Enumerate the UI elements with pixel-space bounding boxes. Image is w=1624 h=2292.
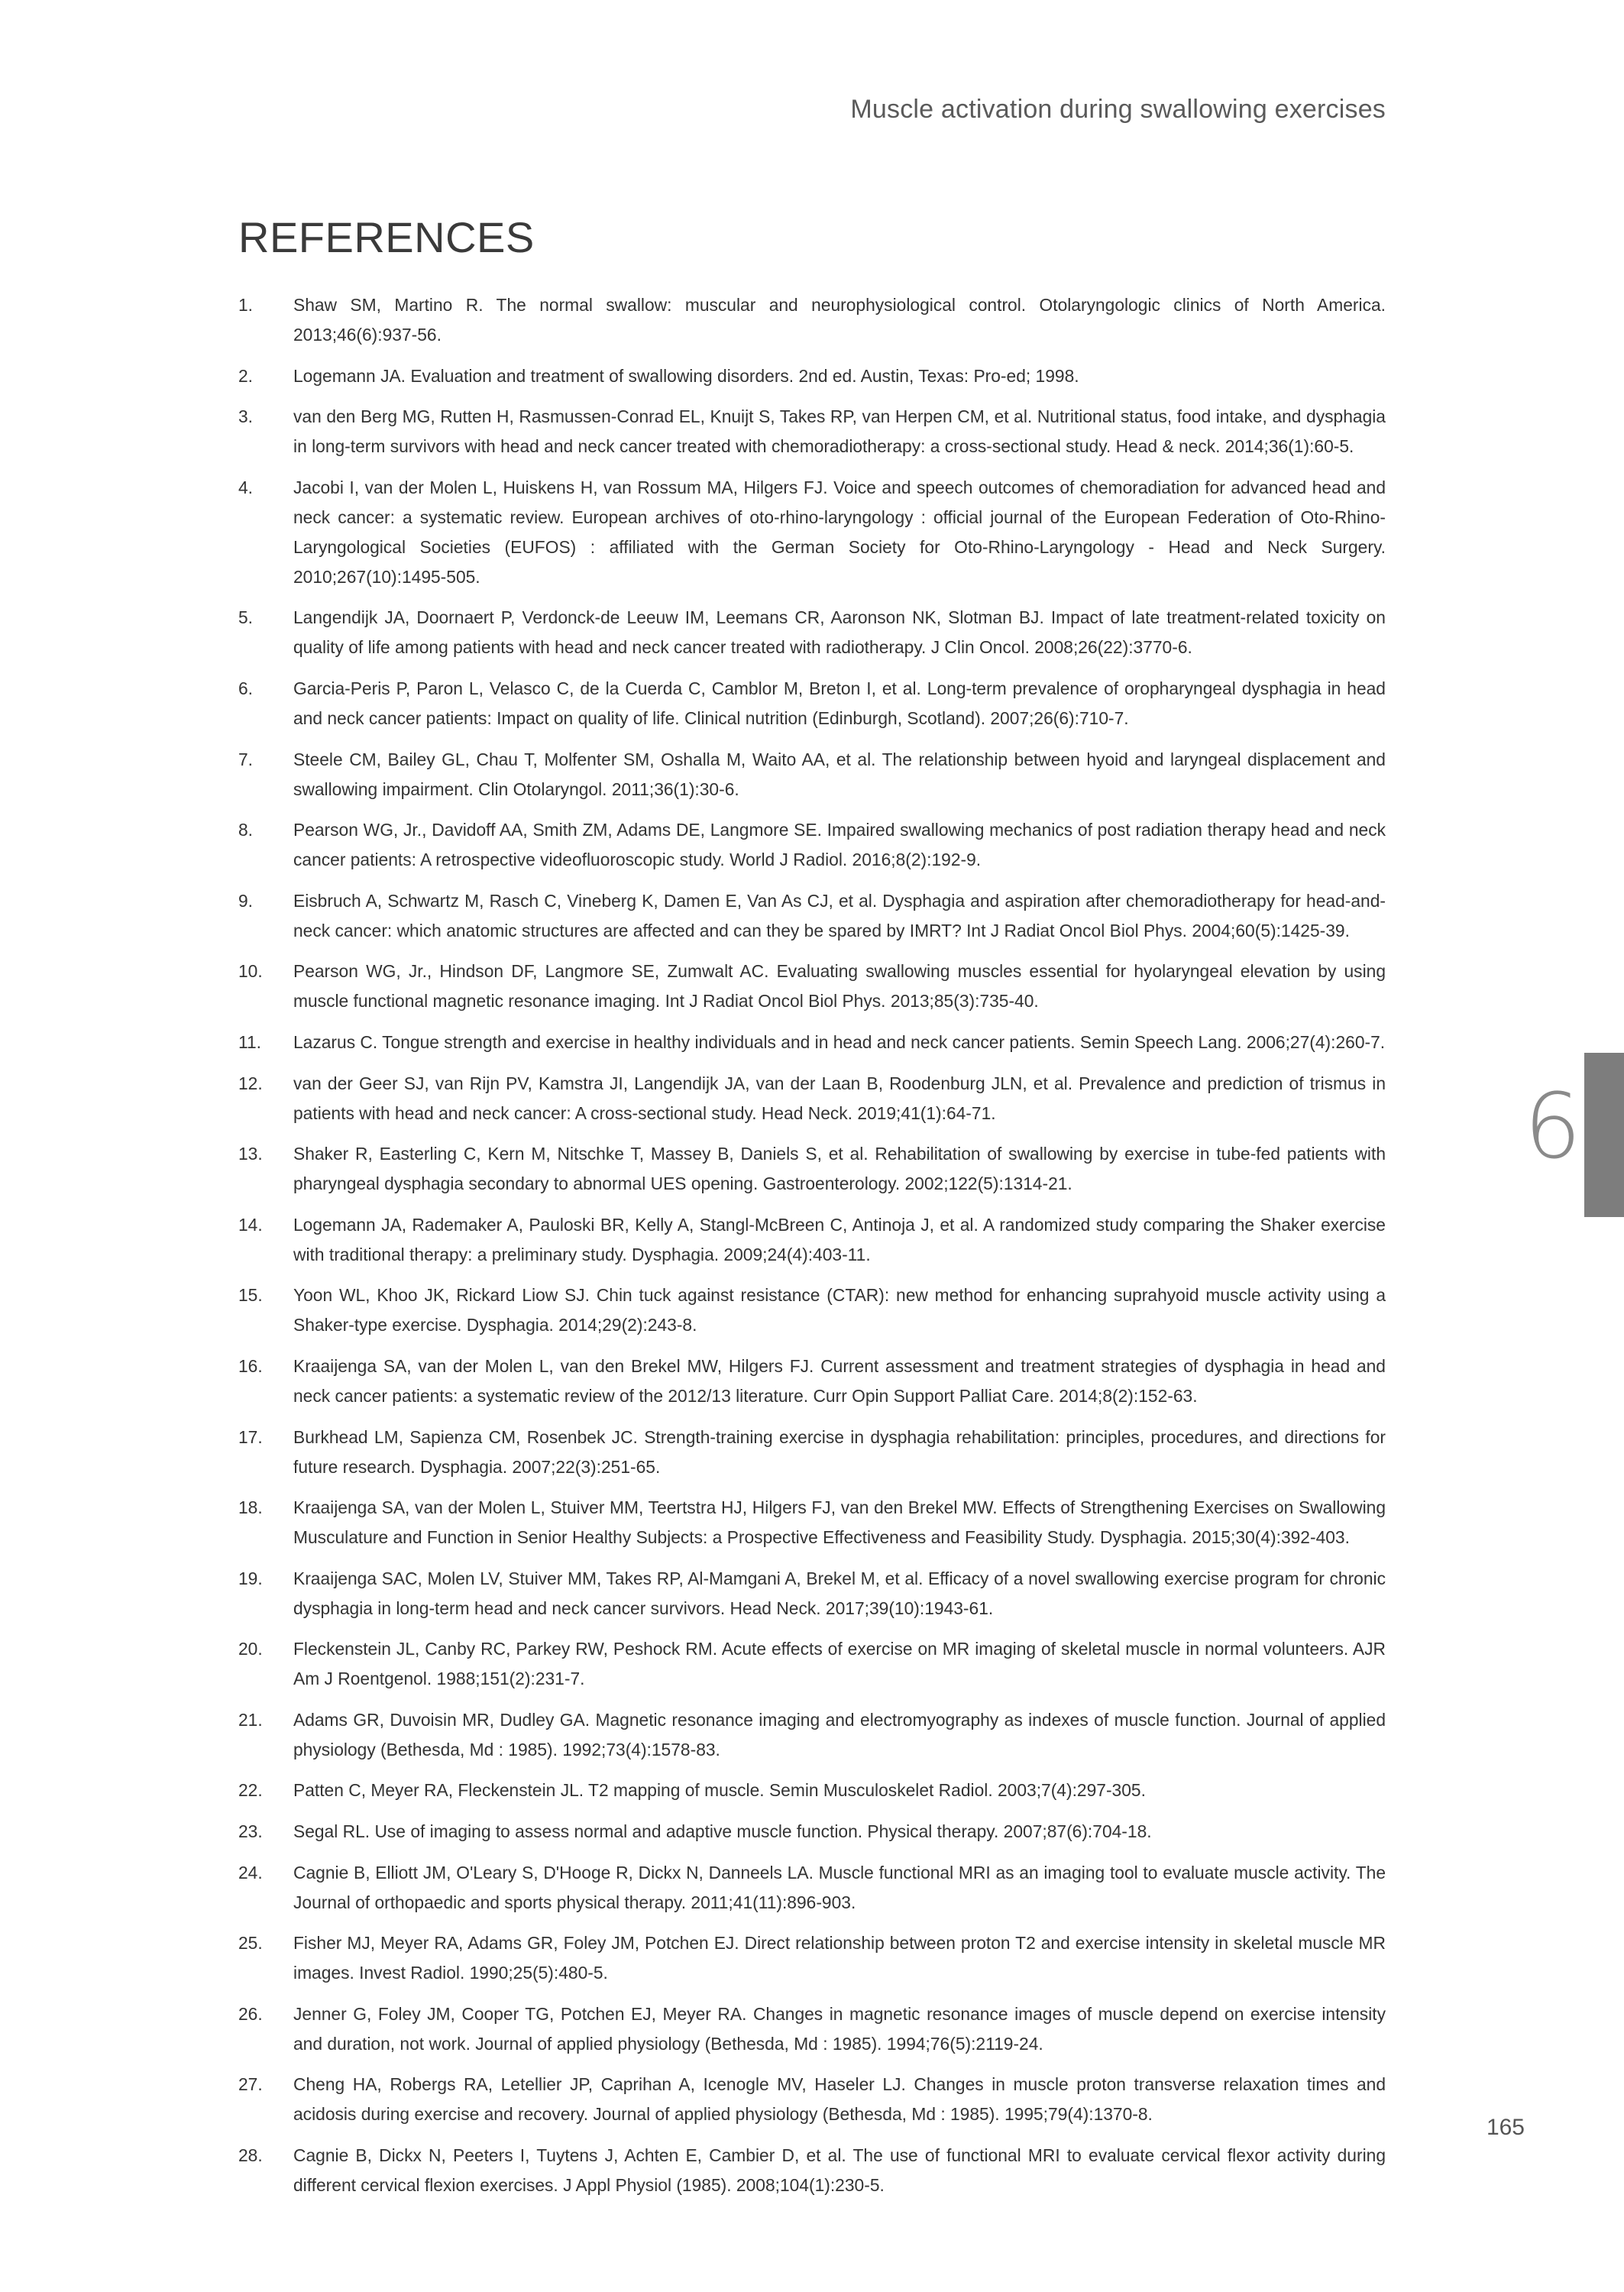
reference-item <box>238 1069 1386 1128</box>
reference-text: Cagnie B, Elliott JM, O'Leary S, D'Hooge R, Dickx N, Danneels LA. Muscle functional MRI as an imaging tool to evaluate muscle activity. The Journal of orthopaedic and sports physical therapy. 2011;41(11):896-903. <box>293 1862 1386 1912</box>
reference-text: Cheng HA, Robergs RA, Letellier JP, Caprihan A, Icenogle MV, Haseler LJ. Changes in muscle proton transverse relaxation times and acidosis during exercise and recovery. Journal of applied physiology (Bethesda, Md : 1985). 1995;79(4):1370-8. <box>293 2074 1386 2125</box>
reference-item <box>238 1139 1386 1199</box>
reference-number: 17. <box>238 1426 263 1447</box>
reference-text: Segal RL. Use of imaging to assess normal and adaptive muscle function. Physical therapy. 2007;87(6):704-18. <box>293 1821 1152 1842</box>
reference-number: 1. <box>238 295 254 315</box>
reference-item <box>238 1493 1386 1552</box>
reference-text: Yoon WL, Khoo JK, Rickard Liow SJ. Chin tuck against resistance (CTAR): new method for enhancing suprahyoid muscle activity using a Shaker-type exercise. Dysphagia. 2014;29(2):243-8. <box>293 1285 1386 1335</box>
reference-item <box>238 1705 1386 1765</box>
reference-item <box>238 2141 1386 2200</box>
reference-item <box>238 1028 1386 1057</box>
reference-number: 7. <box>238 749 254 769</box>
reference-number: 12. <box>238 1073 263 1093</box>
chapter-number: 6 <box>1524 1073 1582 1179</box>
reference-item <box>238 815 1386 875</box>
reference-item <box>238 745 1386 804</box>
reference-number: 4. <box>238 477 254 497</box>
reference-item <box>238 1634 1386 1694</box>
reference-text: van der Geer SJ, van Rijn PV, Kamstra JI, Langendijk JA, van der Laan B, Roodenburg JLN, et al. Prevalence and prediction of trismus in patients with head and neck cancer: A cross-sectional study. Head Neck. 2019;41(1):64-71. <box>293 1073 1386 1123</box>
reference-item <box>238 1776 1386 1805</box>
reference-text: Steele CM, Bailey GL, Chau T, Molfenter SM, Oshalla M, Waito AA, et al. The relationship between hyoid and laryngeal displacement and swallowing impairment. Clin Otolaryngol. 2011;36(1):30-6. <box>293 749 1386 799</box>
reference-text: Fisher MJ, Meyer RA, Adams GR, Foley JM, Potchen EJ. Direct relationship between proton T2 and exercise intensity in skeletal muscle MR images. Invest Radiol. 1990;25(5):480-5. <box>293 1933 1386 1983</box>
reference-item <box>238 402 1386 461</box>
reference-text: Kraaijenga SAC, Molen LV, Stuiver MM, Takes RP, Al-Mamgani A, Brekel M, et al. Efficacy of a novel swallowing exercise program for chronic dysphagia in long-term head and neck cancer survivors. Head Neck. 2017;39(10):1943-61. <box>293 1568 1386 1618</box>
reference-text: Kraaijenga SA, van der Molen L, Stuiver MM, Teertstra HJ, Hilgers FJ, van den Brekel MW. Effects of Strengthening Exercises on Swallowing Musculature and Function in Senior Healthy Subjects: a Prospective Effectiveness and Feasibility Study. Dysphagia. 2015;30(4):392-403. <box>293 1497 1386 1548</box>
reference-item <box>238 2070 1386 2129</box>
reference-item <box>238 1423 1386 1482</box>
reference-item <box>238 603 1386 662</box>
reference-text: Shaw SM, Martino R. The normal swallow: muscular and neurophysiological control. Otolaryngologic clinics of North America. 2013;46(6):937-56. <box>293 295 1386 345</box>
reference-text: Adams GR, Duvoisin MR, Dudley GA. Magnetic resonance imaging and electromyography as indexes of muscle function. Journal of applied physiology (Bethesda, Md : 1985). 1992;73(4):1578-83. <box>293 1709 1386 1759</box>
reference-number: 16. <box>238 1355 263 1376</box>
reference-number: 19. <box>238 1568 263 1588</box>
reference-number: 18. <box>238 1497 263 1518</box>
reference-item <box>238 1352 1386 1411</box>
reference-number: 5. <box>238 607 254 628</box>
reference-number: 14. <box>238 1214 263 1235</box>
reference-number: 22. <box>238 1780 263 1801</box>
reference-text: Cagnie B, Dickx N, Peeters I, Tuytens J, Achten E, Cambier D, et al. The use of functional MRI to evaluate cervical flexor activity during different cervical flexion exercises. J Appl Physiol (1985). 2008;104(1):230-5. <box>293 2145 1386 2196</box>
reference-text: Logemann JA. Evaluation and treatment of swallowing disorders. 2nd ed. Austin, Texas: Pro-ed; 1998. <box>293 365 1079 386</box>
reference-number: 9. <box>238 890 254 911</box>
reference-number: 10. <box>238 961 263 982</box>
reference-number: 13. <box>238 1144 263 1164</box>
reference-number: 2. <box>238 365 254 386</box>
reference-item <box>238 1817 1386 1847</box>
reference-number: 24. <box>238 1862 263 1882</box>
reference-item <box>238 473 1386 592</box>
reference-item <box>238 886 1386 946</box>
reference-item <box>238 957 1386 1016</box>
reference-text: Patten C, Meyer RA, Fleckenstein JL. T2 mapping of muscle. Semin Musculoskelet Radiol. 2003;7(4):297-305. <box>293 1780 1146 1801</box>
reference-number: 21. <box>238 1709 263 1730</box>
reference-text: Fleckenstein JL, Canby RC, Parkey RW, Peshock RM. Acute effects of exercise on MR imaging of skeletal muscle in normal volunteers. AJR Am J Roentgenol. 1988;151(2):231-7. <box>293 1639 1386 1689</box>
reference-number: 6. <box>238 678 254 698</box>
reference-number: 25. <box>238 1933 263 1954</box>
reference-list <box>238 290 1386 2212</box>
reference-text: Pearson WG, Jr., Davidoff AA, Smith ZM, Adams DE, Langmore SE. Impaired swallowing mechanics of post radiation therapy head and neck cancer patients: A retrospective videofluoroscopic study. World J Radiol. 2016;8(2):192-9. <box>293 820 1386 870</box>
reference-item <box>238 361 1386 391</box>
reference-text: Shaker R, Easterling C, Kern M, Nitschke T, Massey B, Daniels S, et al. Rehabilitation of swallowing by exercise in tube-fed patients with pharyngeal dysphagia secondary to abnormal UES opening. Gastroenterology. 2002;122(5):1314-21. <box>293 1144 1386 1194</box>
reference-text: Garcia-Peris P, Paron L, Velasco C, de la Cuerda C, Camblor M, Breton I, et al. Long-term prevalence of oropharyngeal dysphagia in head and neck cancer patients: Impact on quality of life. Clinical nutrition (Edinburgh, Scotland). 2007;26(6):710-7. <box>293 678 1386 728</box>
reference-item <box>238 1280 1386 1340</box>
reference-text: Lazarus C. Tongue strength and exercise in healthy individuals and in head and neck cancer patients. Semin Speech Lang. 2006;27(4):260-7. <box>293 1031 1386 1052</box>
reference-text: Jenner G, Foley JM, Cooper TG, Potchen EJ, Meyer RA. Changes in magnetic resonance images of muscle depend on exercise intensity and duration, not work. Journal of applied physiology (Bethesda, Md : 1985). 1994;76(5):2119-24. <box>293 2003 1386 2054</box>
reference-item <box>238 674 1386 733</box>
reference-text: Burkhead LM, Sapienza CM, Rosenbek JC. Strength-training exercise in dysphagia rehabilitation: principles, procedures, and directions for future research. Dysphagia. 2007;22(3):251-65. <box>293 1426 1386 1477</box>
reference-number: 27. <box>238 2074 263 2095</box>
reference-text: Jacobi I, van der Molen L, Huiskens H, van Rossum MA, Hilgers FJ. Voice and speech outcomes of chemoradiation for advanced head and neck cancer: a systematic review. European archives of oto-rhino-laryngology : official journal of the European Federation of Oto-Rhino-Laryngological Societies (EUFOS) : affiliated with the German Society for Oto-Rhino-Laryngology - Head and Neck Surgery. 2010;267(10):1495-505. <box>293 477 1386 587</box>
reference-item <box>238 1999 1386 2059</box>
reference-item <box>238 290 1386 350</box>
reference-text: Pearson WG, Jr., Hindson DF, Langmore SE, Zumwalt AC. Evaluating swallowing muscles essential for hyolaryngeal elevation by using muscle functional magnetic resonance imaging. Int J Radiat Oncol Biol Phys. 2013;85(3):735-40. <box>293 961 1386 1012</box>
reference-number: 15. <box>238 1285 263 1306</box>
reference-text: Langendijk JA, Doornaert P, Verdonck-de Leeuw IM, Leemans CR, Aaronson NK, Slotman BJ. Impact of late treatment-related toxicity on quality of life among patients with head and neck cancer treated with radiotherapy. J Clin Oncol. 2008;26(22):3770-6. <box>293 607 1386 658</box>
reference-text: Logemann JA, Rademaker A, Pauloski BR, Kelly A, Stangl-McBreen C, Antinoja J, et al. A randomized study comparing the Shaker exercise with traditional therapy: a preliminary study. Dysphagia. 2009;24(4):403-11. <box>293 1214 1386 1264</box>
reference-text: van den Berg MG, Rutten H, Rasmussen-Conrad EL, Knuijt S, Takes RP, van Herpen CM, et al. Nutritional status, food intake, and dysphagia in long-term survivors with head and neck cancer treated with chemoradiotherapy: a cross-sectional study. Head & neck. 2014;36(1):60-5. <box>293 406 1386 457</box>
reference-item <box>238 1928 1386 1988</box>
running-header: Muscle activation during swallowing exercises <box>850 95 1386 124</box>
reference-item <box>238 1564 1386 1624</box>
reference-number: 20. <box>238 1639 263 1659</box>
reference-item <box>238 1210 1386 1270</box>
reference-number: 3. <box>238 406 254 427</box>
reference-item <box>238 1858 1386 1918</box>
reference-number: 26. <box>238 2003 263 2024</box>
page-number: 165 <box>1486 2115 1525 2140</box>
reference-number: 23. <box>238 1821 263 1842</box>
reference-number: 28. <box>238 2145 263 2166</box>
chapter-tab <box>1584 1053 1624 1217</box>
reference-text: Kraaijenga SA, van der Molen L, van den Brekel MW, Hilgers FJ. Current assessment and treatment strategies of dysphagia in head and neck cancer patients: a systematic review of the 2012/13 literature. Curr Opin Support Palliat Care. 2014;8(2):152-63. <box>293 1355 1386 1406</box>
reference-text: Eisbruch A, Schwartz M, Rasch C, Vineberg K, Damen E, Van As CJ, et al. Dysphagia and aspiration after chemoradiotherapy for head-and-neck cancer: which anatomic structures are affected and can they be spared by IMRT? Int J Radiat Oncol Biol Phys. 2004;60(5):1425-39. <box>293 890 1386 940</box>
section-heading: REFERENCES <box>238 213 535 261</box>
reference-number: 8. <box>238 820 254 840</box>
reference-number: 11. <box>238 1031 261 1052</box>
